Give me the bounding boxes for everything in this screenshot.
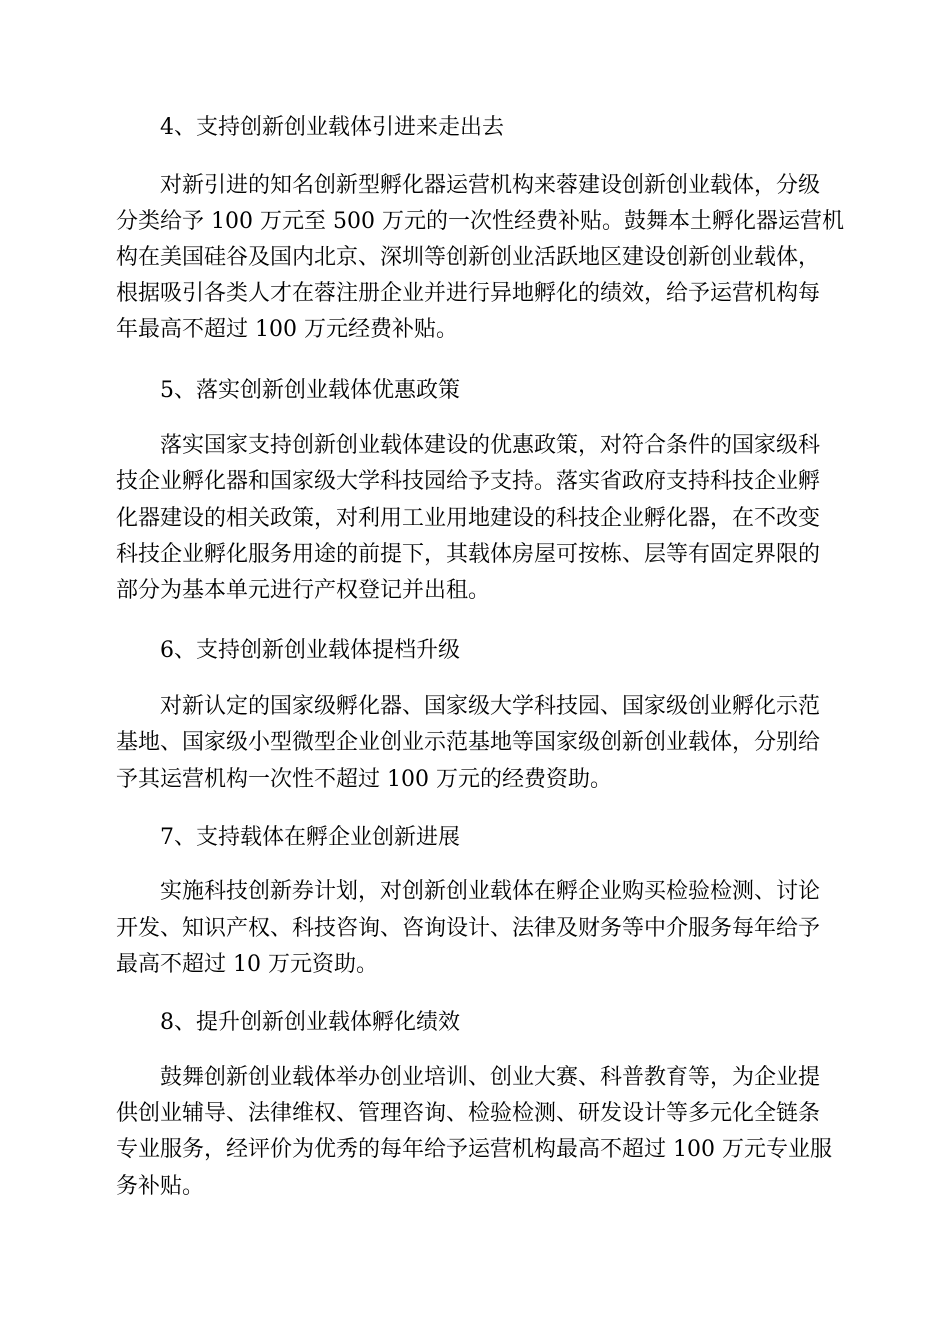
section-heading: 5、落实创新创业载体优惠政策: [160, 378, 460, 403]
paragraph-line: 部分为基本单元进行产权登记并出租。: [116, 578, 491, 603]
paragraph-line: 基地、国家级小型微型企业创业示范基地等国家级创新创业载体，分别给: [116, 730, 821, 755]
paragraph-line: 对新认定的国家级孵化器、国家级大学科技园、国家级创业孵化示范: [160, 694, 821, 719]
paragraph-line: 化器建设的相关政策，对利用工业用地建设的科技企业孵化器，在不改变: [116, 506, 821, 531]
paragraph-line: 分类给予 100 万元至 500 万元的一次性经费补贴。鼓舞本土孵化器运营机: [116, 209, 844, 234]
paragraph-line: 鼓舞创新创业载体举办创业培训、创业大赛、科普教育等，为企业提: [160, 1065, 821, 1090]
paragraph-line: 构在美国硅谷及国内北京、深圳等创新创业活跃地区建设创新创业载体，: [116, 245, 821, 270]
paragraph-line: 根据吸引各类人才在蓉注册企业并进行异地孵化的绩效，给予运营机构每: [116, 281, 821, 306]
section-heading: 4、支持创新创业载体引进来走出去: [160, 115, 504, 140]
paragraph-line: 开发、知识产权、科技咨询、咨询设计、法律及财务等中介服务每年给予: [116, 916, 821, 941]
paragraph-line: 年最高不超过 100 万元经费补贴。: [116, 317, 458, 342]
section-heading: 8、提升创新创业载体孵化绩效: [160, 1010, 460, 1035]
paragraph-line: 专业服务，经评价为优秀的每年给予运营机构最高不超过 100 万元专业服: [116, 1137, 832, 1162]
paragraph-line: 最高不超过 10 万元资助。: [116, 952, 378, 977]
section-heading: 7、支持载体在孵企业创新进展: [160, 825, 460, 850]
paragraph-line: 技企业孵化器和国家级大学科技园给予支持。落实省政府支持科技企业孵: [116, 469, 821, 494]
paragraph-line: 落实国家支持创新创业载体建设的优惠政策，对符合条件的国家级科: [160, 433, 821, 458]
paragraph-line: 务补贴。: [116, 1174, 205, 1199]
paragraph-line: 供创业辅导、法律维权、管理咨询、检验检测、研发设计等多元化全链条: [116, 1101, 821, 1126]
paragraph-line: 科技企业孵化服务用途的前提下，其载体房屋可按栋、层等有固定界限的: [116, 542, 821, 567]
paragraph-line: 实施科技创新券计划，对创新创业载体在孵企业购买检验检测、讨论: [160, 879, 821, 904]
section-heading: 6、支持创新创业载体提档升级: [160, 638, 460, 663]
paragraph-line: 予其运营机构一次性不超过 100 万元的经费资助。: [116, 767, 612, 792]
paragraph-line: 对新引进的知名创新型孵化器运营机构来蓉建设创新创业载体，分级: [160, 173, 821, 198]
